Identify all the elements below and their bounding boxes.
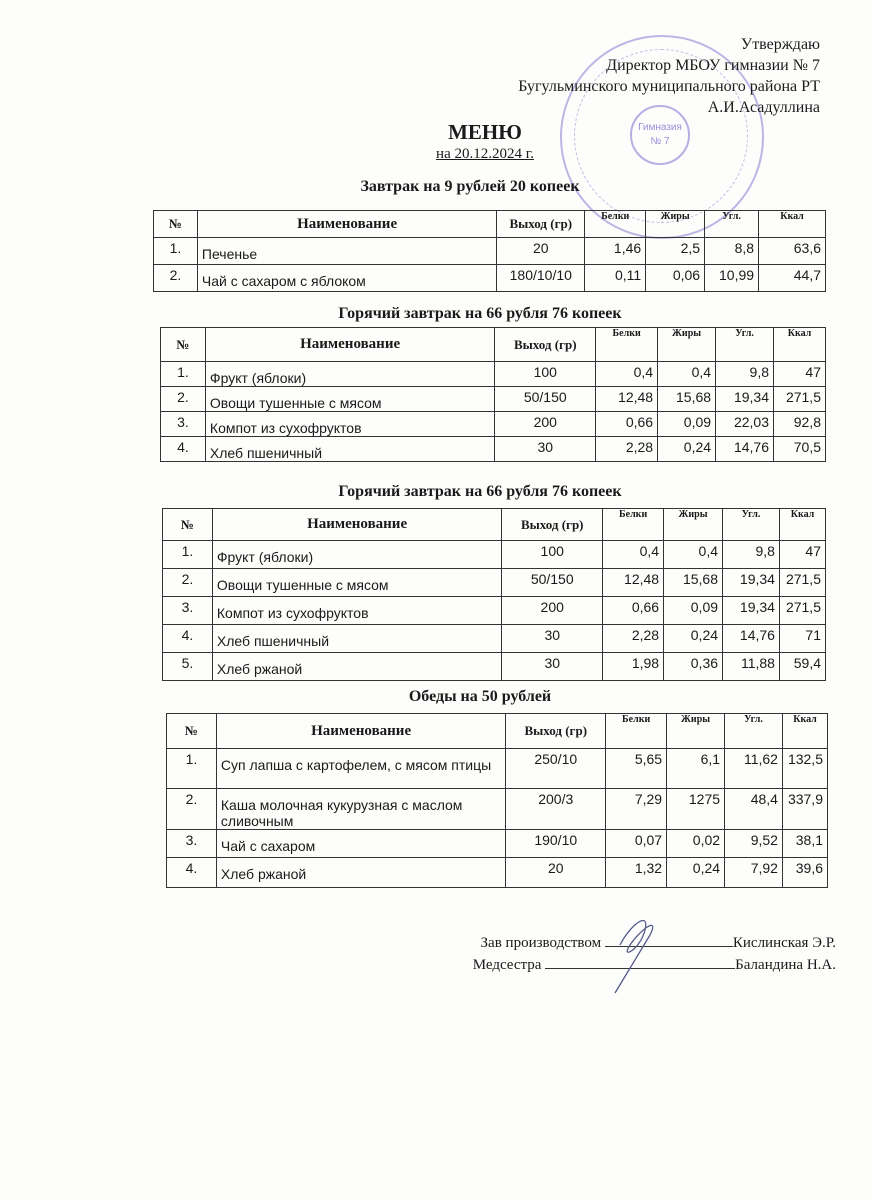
table-header-row	[161, 328, 826, 362]
section-heading: Обеды на 50 рублей	[408, 688, 552, 705]
kcal: 39,6	[782, 858, 827, 888]
carbs: 11,88	[723, 653, 780, 681]
fat: 6,1	[667, 749, 725, 789]
kcal: 337,9	[782, 789, 827, 830]
kcal: 63,6	[759, 238, 826, 265]
portion-yield: 20	[497, 238, 585, 265]
kcal: 44,7	[759, 265, 826, 292]
row-number: 2.	[163, 569, 213, 597]
dish-name: Каша молочная кукурузная с маслом сливочным	[216, 789, 505, 830]
kcal: 70,5	[774, 437, 826, 462]
row-number: 3.	[161, 412, 206, 437]
row-number: 4.	[161, 437, 206, 462]
carbs: 10,99	[705, 265, 759, 292]
fat: 0,06	[646, 265, 705, 292]
dish-name: Хлеб пшеничный	[205, 437, 494, 462]
protein: 2,28	[603, 625, 664, 653]
signature-role: Медсестра	[472, 957, 542, 973]
column-header: Выход (гр)	[506, 714, 606, 749]
dish-name: Хлеб ржаной	[212, 653, 501, 681]
menu-table	[162, 508, 826, 681]
protein: 0,4	[596, 362, 658, 387]
portion-yield: 180/10/10	[497, 265, 585, 292]
portion-yield: 100	[502, 541, 603, 569]
fat: 0,4	[658, 362, 716, 387]
fat: 0,24	[664, 625, 723, 653]
column-header: Ккал	[774, 328, 826, 362]
carbs: 48,4	[725, 789, 783, 830]
dish-name: Фрукт (яблоки)	[212, 541, 501, 569]
table-row	[163, 625, 826, 653]
column-header: №	[167, 714, 217, 749]
carbs: 8,8	[705, 238, 759, 265]
kcal: 47	[774, 362, 826, 387]
dish-name: Суп лапша с картофелем, с мясом птицы	[216, 749, 505, 789]
column-header: Жиры	[667, 714, 725, 749]
column-header: Угл.	[725, 714, 783, 749]
portion-yield: 20	[506, 858, 606, 888]
protein: 2,28	[596, 437, 658, 462]
column-header: Белки	[603, 509, 664, 541]
column-header: Выход (гр)	[495, 328, 596, 362]
carbs: 7,92	[725, 858, 783, 888]
handwritten-signature	[590, 905, 670, 995]
column-header: Наименование	[197, 211, 496, 238]
fat: 0,24	[667, 858, 725, 888]
column-header: №	[163, 509, 213, 541]
protein: 1,98	[603, 653, 664, 681]
carbs: 14,76	[723, 625, 780, 653]
row-number: 2.	[167, 789, 217, 830]
row-number: 1.	[167, 749, 217, 789]
carbs: 19,34	[723, 597, 780, 625]
column-header: Наименование	[216, 714, 505, 749]
dish-name: Хлеб пшеничный	[212, 625, 501, 653]
kcal: 132,5	[782, 749, 827, 789]
table-row	[161, 437, 826, 462]
protein: 12,48	[603, 569, 664, 597]
menu-table	[166, 713, 828, 888]
table-row	[161, 362, 826, 387]
dish-name: Овощи тушенные с мясом	[212, 569, 501, 597]
signature-role: Зав производством	[480, 935, 602, 951]
portion-yield: 200/3	[506, 789, 606, 830]
carbs: 14,76	[716, 437, 774, 462]
portion-yield: 30	[495, 437, 596, 462]
protein: 0,07	[606, 830, 667, 858]
column-header: Ккал	[779, 509, 825, 541]
menu-table	[153, 210, 826, 292]
protein: 0,66	[603, 597, 664, 625]
table-row	[163, 569, 826, 597]
row-number: 4.	[163, 625, 213, 653]
section-heading: Горячий завтрак на 66 рубля 76 копеек	[338, 483, 622, 500]
table-row	[161, 387, 826, 412]
carbs: 11,62	[725, 749, 783, 789]
table-row	[154, 238, 826, 265]
row-number: 3.	[163, 597, 213, 625]
fat: 0,36	[664, 653, 723, 681]
table-header-row	[167, 714, 828, 749]
fat: 0,02	[667, 830, 725, 858]
column-header: №	[161, 328, 206, 362]
row-number: 4.	[167, 858, 217, 888]
portion-yield: 200	[495, 412, 596, 437]
fat: 0,4	[664, 541, 723, 569]
approval-line: Бугульминского муниципального района РТ	[518, 78, 820, 95]
column-header: Угл.	[716, 328, 774, 362]
column-header: Жиры	[658, 328, 716, 362]
dish-name: Компот из сухофруктов	[212, 597, 501, 625]
carbs: 9,52	[725, 830, 783, 858]
table-row	[167, 789, 828, 830]
kcal: 47	[779, 541, 825, 569]
protein: 5,65	[606, 749, 667, 789]
menu-date-text: на 20.12.2024 г.	[436, 146, 534, 162]
row-number: 2.	[154, 265, 198, 292]
portion-yield: 250/10	[506, 749, 606, 789]
table-row	[167, 830, 828, 858]
protein: 0,66	[596, 412, 658, 437]
row-number: 2.	[161, 387, 206, 412]
kcal: 271,5	[779, 569, 825, 597]
carbs: 19,34	[723, 569, 780, 597]
section-heading: Горячий завтрак на 66 рубля 76 копеек	[338, 305, 622, 322]
dish-name: Хлеб ржаной	[216, 858, 505, 888]
fat: 0,09	[664, 597, 723, 625]
protein: 0,11	[585, 265, 646, 292]
dish-name: Овощи тушенные с мясом	[205, 387, 494, 412]
column-header: Жиры	[646, 211, 705, 238]
protein: 12,48	[596, 387, 658, 412]
fat: 0,24	[658, 437, 716, 462]
dish-name: Компот из сухофруктов	[205, 412, 494, 437]
approval-line: Утверждаю	[740, 36, 820, 53]
row-number: 3.	[167, 830, 217, 858]
table-row	[163, 653, 826, 681]
column-header: Выход (гр)	[497, 211, 585, 238]
menu-date	[385, 146, 585, 163]
portion-yield: 30	[502, 625, 603, 653]
column-header: Выход (гр)	[502, 509, 603, 541]
dish-name: Печенье	[197, 238, 496, 265]
column-header: №	[154, 211, 198, 238]
dish-name: Чай с сахаром	[216, 830, 505, 858]
column-header: Угл.	[705, 211, 759, 238]
protein: 1,32	[606, 858, 667, 888]
fat: 15,68	[664, 569, 723, 597]
approval-block	[518, 34, 820, 118]
menu-table	[160, 327, 826, 462]
column-header: Белки	[596, 328, 658, 362]
table-row	[167, 749, 828, 789]
fat: 1275	[667, 789, 725, 830]
table-row	[163, 541, 826, 569]
column-header: Ккал	[782, 714, 827, 749]
approval-line: Директор МБОУ гимназии № 7	[606, 57, 820, 74]
portion-yield: 190/10	[506, 830, 606, 858]
row-number: 1.	[163, 541, 213, 569]
table-row	[154, 265, 826, 292]
kcal: 38,1	[782, 830, 827, 858]
column-header: Наименование	[212, 509, 501, 541]
table-header-row	[154, 211, 826, 238]
column-header: Белки	[606, 714, 667, 749]
protein: 0,4	[603, 541, 664, 569]
portion-yield: 100	[495, 362, 596, 387]
column-header: Жиры	[664, 509, 723, 541]
portion-yield: 50/150	[495, 387, 596, 412]
row-number: 5.	[163, 653, 213, 681]
dish-name: Чай с сахаром с яблоком	[197, 265, 496, 292]
approval-line: А.И.Асадуллина	[707, 99, 820, 116]
portion-yield: 30	[502, 653, 603, 681]
protein: 7,29	[606, 789, 667, 830]
kcal: 271,5	[779, 597, 825, 625]
kcal: 92,8	[774, 412, 826, 437]
column-header: Наименование	[205, 328, 494, 362]
fat: 2,5	[646, 238, 705, 265]
section-heading: Завтрак на 9 рублей 20 копеек	[360, 178, 580, 195]
table-row	[161, 412, 826, 437]
row-number: 1.	[154, 238, 198, 265]
fat: 0,09	[658, 412, 716, 437]
carbs: 9,8	[723, 541, 780, 569]
kcal: 271,5	[774, 387, 826, 412]
carbs: 22,03	[716, 412, 774, 437]
kcal: 59,4	[779, 653, 825, 681]
signature-name: Кислинская Э.Р.	[732, 935, 836, 951]
fat: 15,68	[658, 387, 716, 412]
column-header: Угл.	[723, 509, 780, 541]
stamp-center: Гимназия № 7	[630, 105, 690, 165]
column-header: Белки	[585, 211, 646, 238]
column-header: Ккал	[759, 211, 826, 238]
carbs: 9,8	[716, 362, 774, 387]
kcal: 71	[779, 625, 825, 653]
portion-yield: 200	[502, 597, 603, 625]
table-row	[163, 597, 826, 625]
signature-name: Баландина Н.А.	[735, 957, 836, 973]
protein: 1,46	[585, 238, 646, 265]
document-title: МЕНЮ	[448, 120, 522, 144]
table-header-row	[163, 509, 826, 541]
row-number: 1.	[161, 362, 206, 387]
portion-yield: 50/150	[502, 569, 603, 597]
dish-name: Фрукт (яблоки)	[205, 362, 494, 387]
carbs: 19,34	[716, 387, 774, 412]
table-row	[167, 858, 828, 888]
